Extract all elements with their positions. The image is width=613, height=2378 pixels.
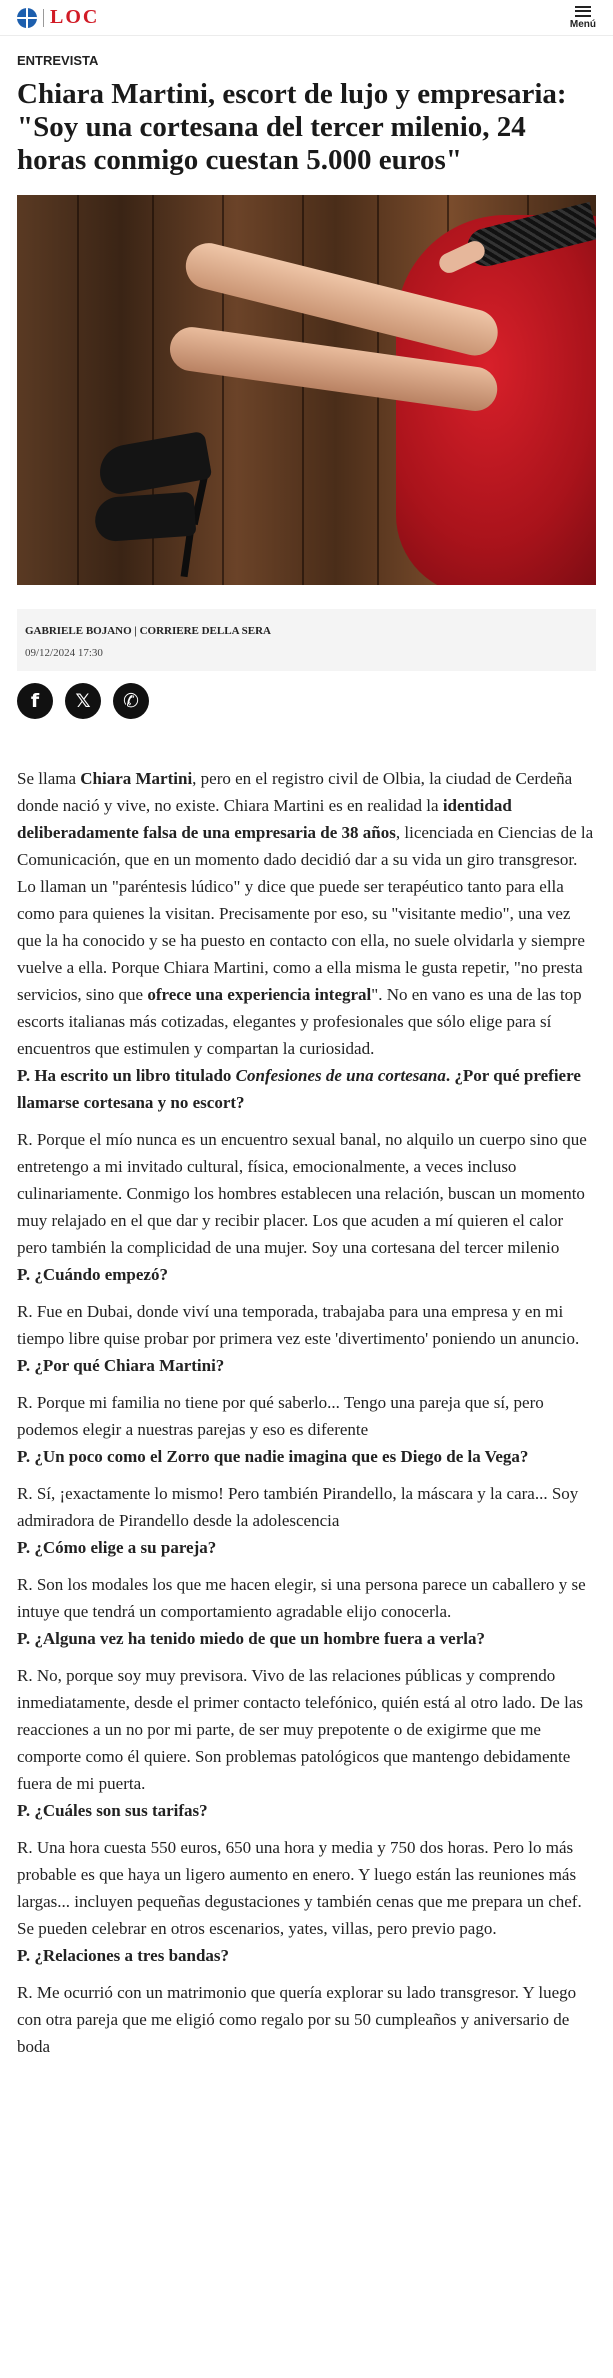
- facebook-share-button[interactable]: [17, 683, 53, 719]
- answer: R. Una hora cuesta 550 euros, 650 una hora y media y 750 dos horas. Pero lo más probable es que haya un ligero aumento en enero. Y luego están las reuniones más largas... incluyen pequeñas degustaciones y también cenas que me prepara un chef. Se pueden celebrar en otros escenarios, yates, villas, pero previo pago.: [17, 1838, 582, 1938]
- answer: R. Porque el mío nunca es un encuentro sexual banal, no alquilo un cuerpo sino que entretengo a mi invitado cultural, física, emocionalmente, a veces incluso culinariamente. Conmigo los hombres establecen una relación, buscan un momento muy relajado en el que dar y recibir placer. Los que acuden a mí quieren el calor pero también la complicidad de una mujer. Soy una cortesana del tercer milenio: [17, 1130, 587, 1257]
- logo-divider: [43, 9, 44, 27]
- whatsapp-icon: ✆: [123, 690, 139, 712]
- brand-name: LOC: [50, 6, 100, 28]
- question: P. ¿Por qué Chiara Martini?: [17, 1356, 225, 1375]
- byline-box: [17, 609, 596, 671]
- x-share-button[interactable]: [65, 683, 101, 719]
- question: P. ¿Un poco como el Zorro que nadie imagina que es Diego de la Vega?: [17, 1447, 529, 1466]
- article-photo: [17, 195, 596, 585]
- answer: R. No, porque soy muy previsora. Vivo de las relaciones públicas y comprendo inmediatamente, desde el primer contacto telefónico, quién está al otro lado. De las reacciones a un no por mi parte, de ser muy prepotente o de exigirme que me comporte como él quiere. Son problemas patológicos que mantengo debidamente fuera de mi puerta.: [17, 1666, 583, 1793]
- question: P. ¿Cuáles son sus tarifas?: [17, 1801, 208, 1820]
- menu-label: Menú: [569, 18, 596, 30]
- question: P. ¿Relaciones a tres bandas?: [17, 1946, 230, 1965]
- byline-author: GABRIELE BOJANO | CORRIERE DELLA SERA: [25, 625, 272, 637]
- question: P. ¿Alguna vez ha tenido miedo de que un hombre fuera a verla?: [17, 1629, 485, 1648]
- article-title: Chiara Martini, escort de lujo y empresaria: "Soy una cortesana del tercer milenio, 24 horas conmigo cuestan 5.000 euros": [17, 78, 567, 176]
- answer: R. Son los modales los que me hacen elegir, si una persona parece un caballero y se intuye que tendrá un comportamiento agradable elijo conocerla.: [17, 1575, 586, 1621]
- site-header: [0, 0, 613, 36]
- answer: R. Me ocurrió con un matrimonio que quería explorar su lado transgresor. Y luego con otra pareja que me eligió como regalo por su 50 cumpleaños y aniversario de boda: [17, 1983, 577, 2056]
- globe-icon: [17, 8, 37, 28]
- hamburger-icon: [575, 6, 591, 17]
- article-body: [17, 765, 596, 2060]
- whatsapp-share-button[interactable]: [113, 683, 149, 719]
- x-icon: 𝕏: [75, 690, 91, 712]
- menu-button[interactable]: [570, 6, 596, 30]
- answer: R. Sí, ¡exactamente lo mismo! Pero también Pirandello, la máscara y la cara... Soy admiradora de Pirandello desde la adolescencia: [17, 1484, 579, 1530]
- intro-paragraph: Se llama Chiara Martini, pero en el registro civil de Olbia, la ciudad de Cerdeña donde nació y vive, no existe. Chiara Martini es en realidad la identidad deliberadamente falsa de una empresaria de 38 años, licenciada en Ciencias de la Comunicación, que en un momento dado decidió dar a su vida un giro transgresor. Lo llaman un "paréntesis lúdico" y dice que puede ser terapéutico tanto para ella como para quienes la visitan. Precisamente por eso, su "visitante medio", una vez que la ha conocido y se ha puesto en contacto con ella, no suele olvidarla y siempre vuelve a ella. Porque Chiara Martini, como a ella misma le gusta repetir, "no presta servicios, sino que ofrece una experiencia integral". No en vano es una de las top escorts italianas más cotizadas, elegantes y profesionales que sólo elige para sí encuentros que estimulen y compartan la curiosidad.: [17, 769, 594, 1058]
- share-buttons: [17, 683, 596, 719]
- answer: R. Porque mi familia no tiene por qué saberlo... Tengo una pareja que sí, pero podemos elegir a nuestras parejas y eso es diferente: [17, 1393, 544, 1439]
- question: P. ¿Cómo elige a su pareja?: [17, 1538, 217, 1557]
- article-kicker: ENTREVISTA: [17, 53, 99, 68]
- article: [0, 53, 613, 2060]
- facebook-icon: f: [30, 690, 40, 712]
- question: P. Ha escrito un libro titulado Confesiones de una cortesana. ¿Por qué prefiere llamarse cortesana y no escort?: [17, 1066, 581, 1112]
- answer: R. Fue en Dubai, donde viví una temporada, trabajaba para una empresa y en mi tiempo libre quise probar por primera vez este 'divertimento' poniendo un anuncio.: [17, 1302, 580, 1348]
- brand-logo[interactable]: [17, 6, 99, 29]
- question: P. ¿Cuándo empezó?: [17, 1265, 168, 1284]
- publish-date: 09/12/2024 17:30: [25, 647, 103, 659]
